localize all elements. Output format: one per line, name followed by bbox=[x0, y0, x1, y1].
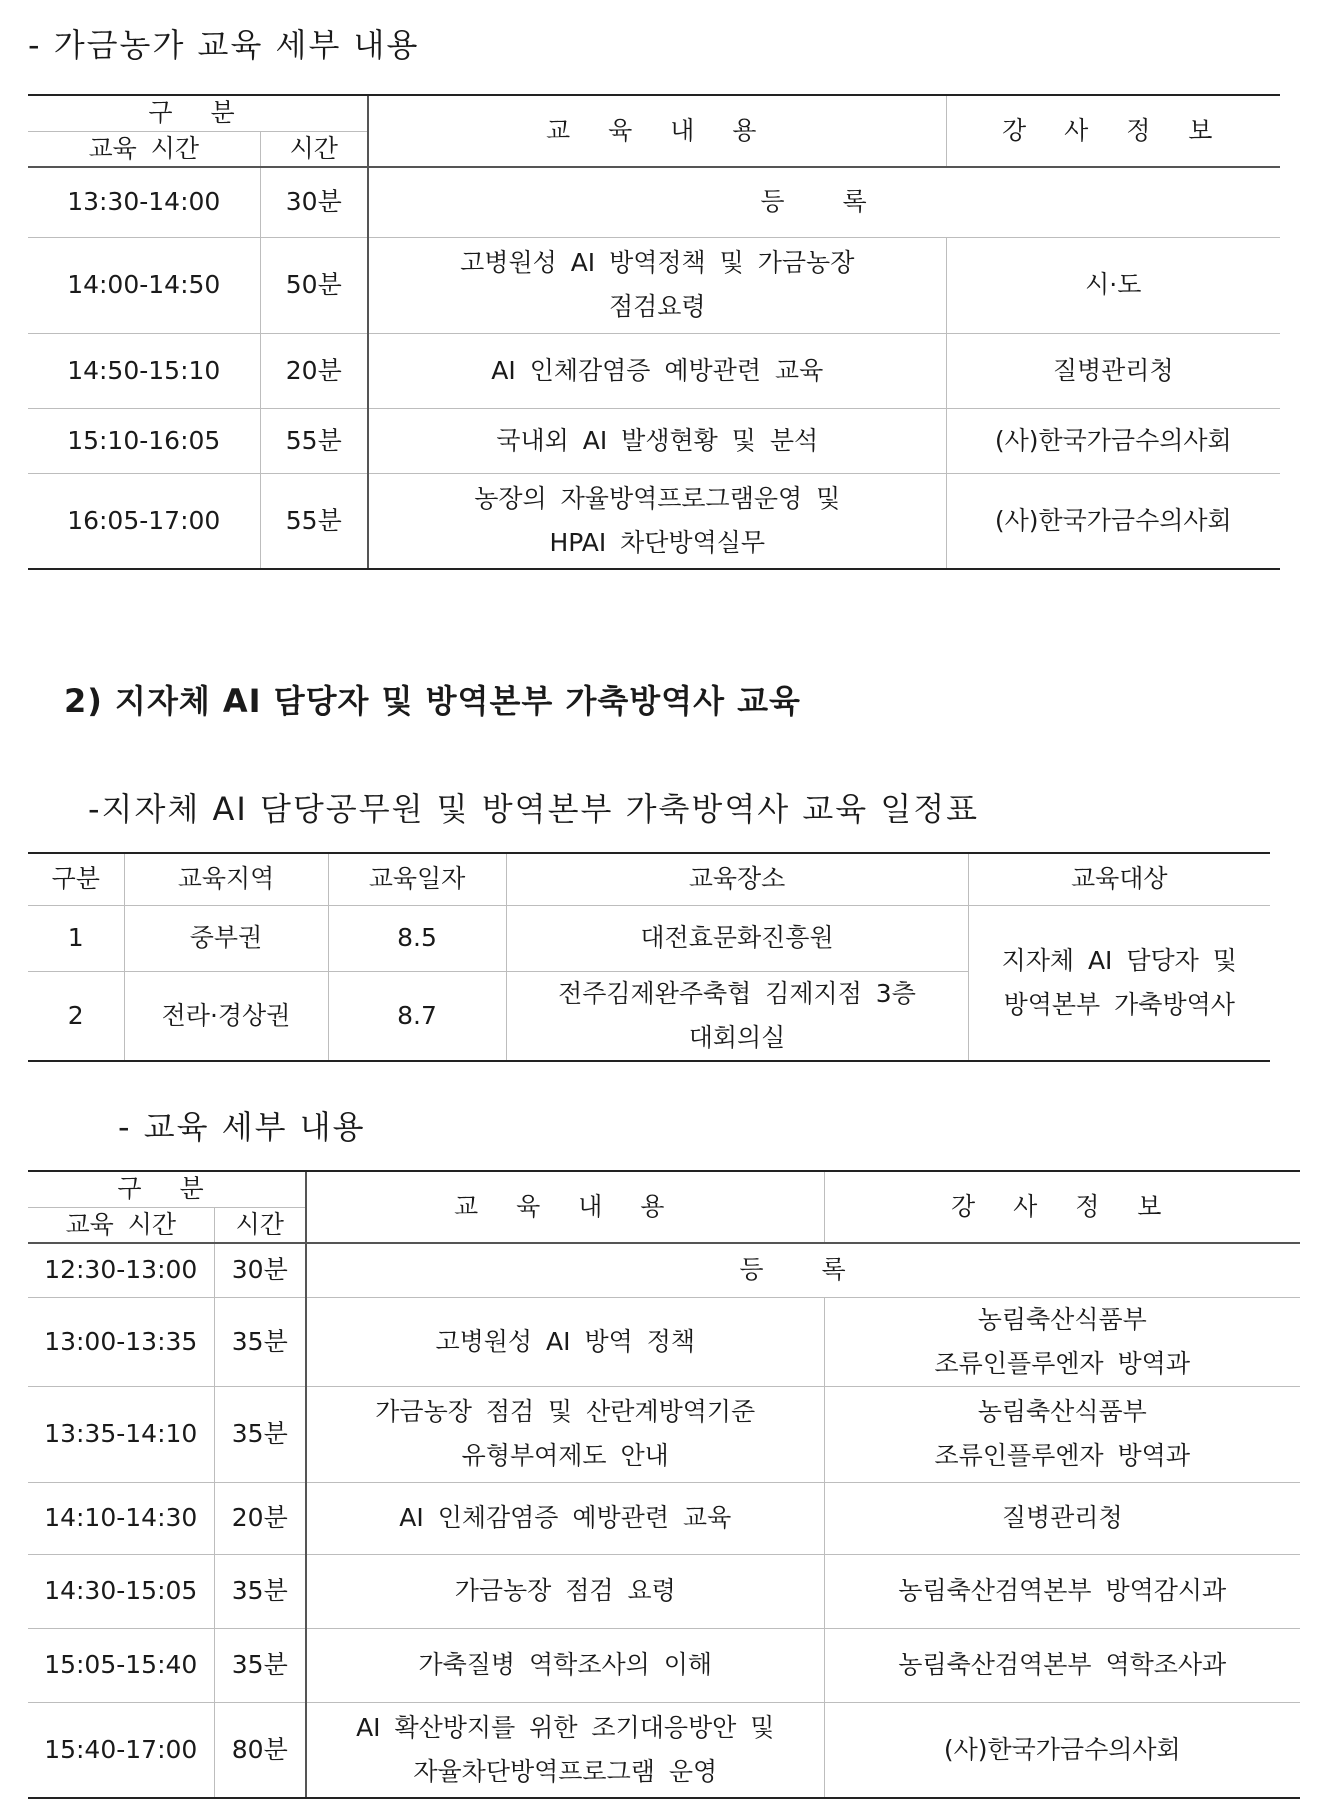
target-line: 방역본부 가축방역사 bbox=[1003, 989, 1235, 1019]
duration-cell: 30분 bbox=[260, 167, 368, 237]
table-row bbox=[28, 1243, 1300, 1297]
instructor-line: 조류인플루엔자 방역과 bbox=[934, 1441, 1190, 1470]
table-row bbox=[28, 167, 1280, 237]
detail-heading: - 교육 세부 내용 bbox=[118, 1108, 366, 1146]
duration-cell: 80분 bbox=[214, 1702, 306, 1798]
table-row bbox=[28, 1628, 1300, 1702]
header-date: 교육일자 bbox=[328, 853, 506, 905]
content-cell bbox=[368, 237, 946, 333]
content-cell bbox=[368, 473, 946, 569]
header-place: 교육장소 bbox=[506, 853, 968, 905]
duration-cell: 35분 bbox=[214, 1297, 306, 1386]
content-line: 고병원성 AI 방역정책 및 가금농장 bbox=[460, 248, 855, 277]
header-group: 구 분 bbox=[28, 95, 368, 131]
content-cell: 등 록 bbox=[306, 1243, 1300, 1297]
duration-cell: 35분 bbox=[214, 1386, 306, 1482]
content-cell: 가금농장 점검 요령 bbox=[306, 1554, 824, 1628]
instructor-cell: (사)한국가금수의사회 bbox=[946, 408, 1280, 473]
schedule-table bbox=[28, 852, 1270, 1062]
header-target: 교육대상 bbox=[968, 853, 1270, 905]
content-cell bbox=[306, 1702, 824, 1798]
header-no: 구분 bbox=[28, 853, 124, 905]
content-line: AI 확산방지를 위한 조기대응방안 및 bbox=[356, 1712, 775, 1742]
time-cell: 14:00-14:50 bbox=[28, 237, 260, 333]
content-cell: 등 록 bbox=[368, 167, 1280, 237]
time-cell: 13:00-13:35 bbox=[28, 1297, 214, 1386]
content-line: HPAI 차단방역실무 bbox=[549, 527, 766, 557]
schedule-heading: -지자체 AI 담당공무원 및 방역본부 가축방역사 교육 일정표 bbox=[88, 790, 980, 828]
time-cell: 14:30-15:05 bbox=[28, 1554, 214, 1628]
instructor-cell: (사)한국가금수의사회 bbox=[824, 1702, 1300, 1798]
detail-training-table bbox=[28, 1170, 1300, 1799]
content-cell: AI 인체감염증 예방관련 교육 bbox=[306, 1482, 824, 1554]
time-cell: 14:50-15:10 bbox=[28, 333, 260, 408]
time-cell: 15:40-17:00 bbox=[28, 1702, 214, 1798]
table-row bbox=[28, 473, 1280, 569]
table-row bbox=[28, 1297, 1300, 1386]
content-cell bbox=[306, 1386, 824, 1482]
header-time: 교육 시간 bbox=[28, 1207, 214, 1243]
instructor-cell: 농림축산검역본부 방역감시과 bbox=[824, 1554, 1300, 1628]
poultry-farm-training-table bbox=[28, 94, 1280, 570]
header-time: 교육 시간 bbox=[28, 131, 260, 167]
instructor-cell: 시·도 bbox=[946, 237, 1280, 333]
content-line: 자율차단방역프로그램 운영 bbox=[413, 1756, 718, 1786]
no-cell: 2 bbox=[28, 971, 124, 1061]
duration-cell: 20분 bbox=[260, 333, 368, 408]
instructor-line: 농림축산식품부 bbox=[977, 1397, 1147, 1426]
place-cell: 대전효문화진흥원 bbox=[506, 905, 968, 971]
duration-cell: 50분 bbox=[260, 237, 368, 333]
instructor-line: 농림축산식품부 bbox=[977, 1304, 1147, 1334]
header-duration: 시간 bbox=[260, 131, 368, 167]
header-content: 교 육 내 용 bbox=[306, 1171, 824, 1243]
header-duration: 시간 bbox=[214, 1207, 306, 1243]
target-cell bbox=[968, 905, 1270, 1061]
time-cell: 12:30-13:00 bbox=[28, 1243, 214, 1297]
header-instructor: 강 사 정 보 bbox=[946, 95, 1280, 167]
duration-cell: 55분 bbox=[260, 408, 368, 473]
content-line: 점검요령 bbox=[608, 292, 706, 321]
duration-cell: 35분 bbox=[214, 1554, 306, 1628]
place-cell bbox=[506, 971, 968, 1061]
place-line: 전주김제완주축협 김제지점 3층 bbox=[558, 978, 916, 1008]
instructor-cell: 질병관리청 bbox=[824, 1482, 1300, 1554]
no-cell: 1 bbox=[28, 905, 124, 971]
table-row bbox=[28, 237, 1280, 333]
section1-heading: - 가금농가 교육 세부 내용 bbox=[28, 26, 420, 64]
time-cell: 16:05-17:00 bbox=[28, 473, 260, 569]
content-line: 유형부여제도 안내 bbox=[461, 1441, 669, 1470]
content-cell: 가축질병 역학조사의 이해 bbox=[306, 1628, 824, 1702]
date-cell: 8.5 bbox=[328, 905, 506, 971]
time-cell: 14:10-14:30 bbox=[28, 1482, 214, 1554]
table-row bbox=[28, 408, 1280, 473]
content-line: 농장의 자율방역프로그램운영 및 bbox=[474, 483, 841, 513]
table-row bbox=[28, 1482, 1300, 1554]
target-line: 지자체 AI 담당자 및 bbox=[1001, 945, 1237, 975]
section2-title: 2) 지자체 AI 담당자 및 방역본부 가축방역사 교육 bbox=[64, 682, 801, 720]
instructor-cell: (사)한국가금수의사회 bbox=[946, 473, 1280, 569]
table-row bbox=[28, 333, 1280, 408]
duration-cell: 35분 bbox=[214, 1628, 306, 1702]
table-row bbox=[28, 905, 1270, 971]
date-cell: 8.7 bbox=[328, 971, 506, 1061]
time-cell: 13:35-14:10 bbox=[28, 1386, 214, 1482]
time-cell: 13:30-14:00 bbox=[28, 167, 260, 237]
content-cell: 고병원성 AI 방역 정책 bbox=[306, 1297, 824, 1386]
duration-cell: 30분 bbox=[214, 1243, 306, 1297]
table-row bbox=[28, 1702, 1300, 1798]
instructor-line: 조류인플루엔자 방역과 bbox=[934, 1348, 1190, 1378]
header-group: 구 분 bbox=[28, 1171, 306, 1207]
time-cell: 15:10-16:05 bbox=[28, 408, 260, 473]
header-region: 교육지역 bbox=[124, 853, 328, 905]
instructor-cell bbox=[824, 1386, 1300, 1482]
header-content: 교 육 내 용 bbox=[368, 95, 946, 167]
duration-cell: 20분 bbox=[214, 1482, 306, 1554]
time-cell: 15:05-15:40 bbox=[28, 1628, 214, 1702]
instructor-cell: 질병관리청 bbox=[946, 333, 1280, 408]
duration-cell: 55분 bbox=[260, 473, 368, 569]
region-cell: 전라·경상권 bbox=[124, 971, 328, 1061]
table-row bbox=[28, 1554, 1300, 1628]
table-row bbox=[28, 1386, 1300, 1482]
content-cell: AI 인체감염증 예방관련 교육 bbox=[368, 333, 946, 408]
content-line: 가금농장 점검 및 산란계방역기준 bbox=[375, 1397, 756, 1426]
content-cell: 국내외 AI 발생현황 및 분석 bbox=[368, 408, 946, 473]
instructor-cell bbox=[824, 1297, 1300, 1386]
place-line: 대회의실 bbox=[688, 1022, 786, 1052]
region-cell: 중부권 bbox=[124, 905, 328, 971]
instructor-cell: 농림축산검역본부 역학조사과 bbox=[824, 1628, 1300, 1702]
header-instructor: 강 사 정 보 bbox=[824, 1171, 1300, 1243]
